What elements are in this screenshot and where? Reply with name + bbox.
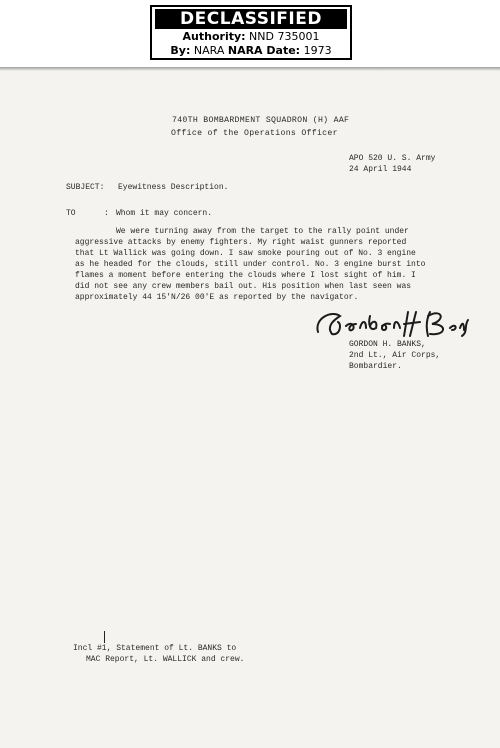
- to-value: Whom it may concern.: [116, 209, 213, 218]
- page-edge-shadow: [0, 67, 500, 71]
- body-line: did not see any crew members bail out. His position when last seen was: [75, 282, 412, 291]
- inclosure-line: Incl #1, Statement of Lt. BANKS to: [73, 644, 237, 653]
- to-colon: :: [104, 209, 109, 218]
- body-line: We were turning away from the target to the rally point under: [116, 227, 409, 236]
- body-line: aggressive attacks by enemy fighters. My right waist gunners reported: [75, 238, 407, 247]
- handwritten-signature: [312, 306, 472, 342]
- apo-line: APO 520 U. S. Army: [349, 154, 436, 163]
- stamp-date-label: NARA Date:: [227, 44, 301, 57]
- pen-mark: [104, 631, 105, 643]
- body-line: that Lt Wallick was going down. I saw smoke pouring out of No. 3 engine: [75, 249, 416, 258]
- stamp-by-line: [152, 44, 350, 58]
- body-line: as he headed for the clouds, still under control. No. 3 engine burst into: [75, 260, 426, 269]
- subject-label: SUBJECT:: [66, 183, 105, 192]
- signer-role: Bombardier.: [349, 362, 402, 371]
- to-label: TO: [66, 209, 76, 218]
- signer-name: GORDON H. BANKS,: [349, 340, 426, 349]
- stamp-authority-label: Authority:: [182, 30, 246, 43]
- subject-value: Eyewitness Description.: [118, 183, 229, 192]
- letterhead-unit: 740TH BOMBARDMENT SQUADRON (H) AAF: [172, 116, 350, 125]
- body-line: approximately 44 15'N/26 00'E as reported by the navigator.: [75, 293, 359, 302]
- document-date: 24 April 1944: [349, 165, 412, 174]
- body-line: flames a moment before entering the clouds where I lost sight of him. I: [75, 271, 416, 280]
- stamp-by-label: By:: [170, 44, 191, 57]
- letterhead-office: Office of the Operations Officer: [171, 129, 338, 138]
- stamp-by-value: NARA: [193, 44, 225, 57]
- signer-rank: 2nd Lt., Air Corps,: [349, 351, 441, 360]
- stamp-title: DECLASSIFIED: [155, 9, 347, 29]
- stamp-authority-line: [152, 30, 350, 44]
- declassified-stamp: [150, 5, 352, 60]
- inclosure-line: MAC Report, Lt. WALLICK and crew.: [86, 655, 245, 664]
- stamp-authority-value: NND 735001: [249, 30, 320, 43]
- stamp-date-value: 1973: [303, 44, 332, 57]
